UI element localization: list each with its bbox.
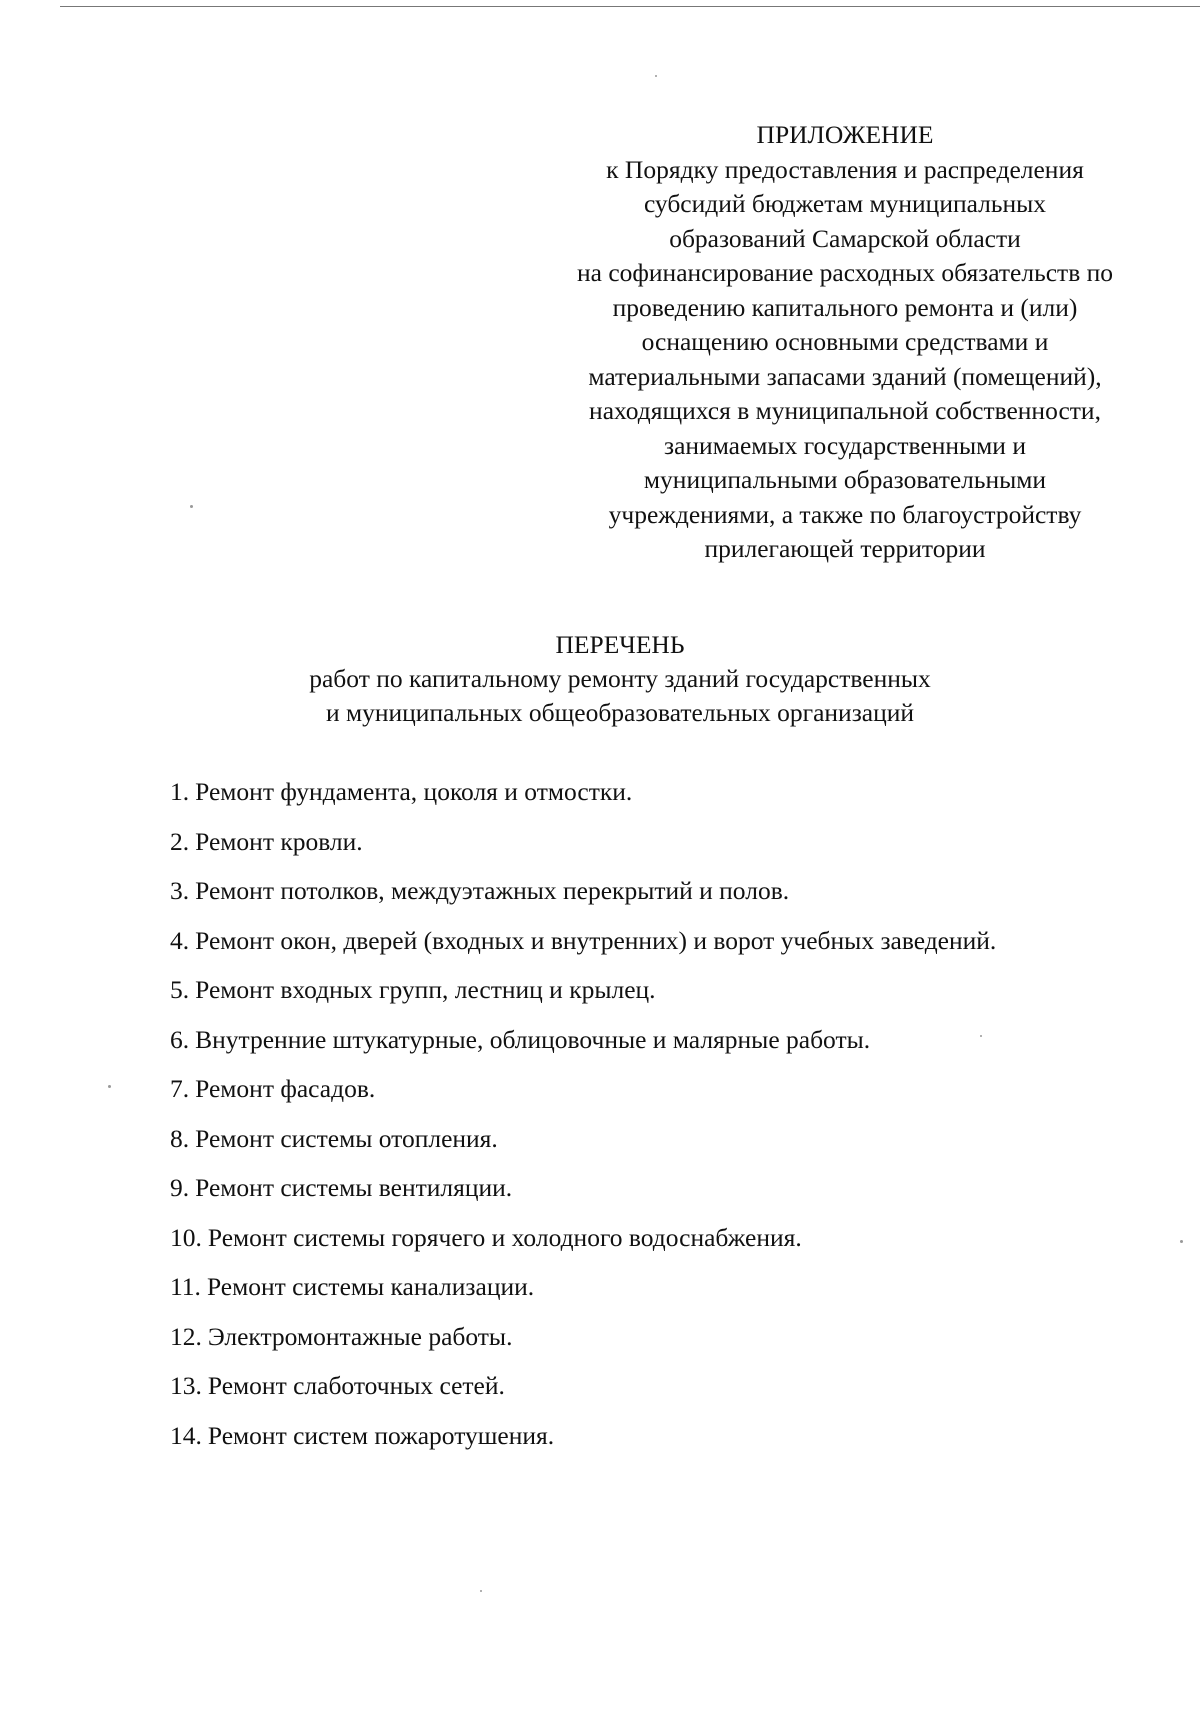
list-item: [170, 1023, 1170, 1073]
list-heading: ПЕРЕЧЕНЬ: [555, 630, 685, 659]
list-item: [170, 825, 1170, 875]
item-text: Ремонт фундамента, цоколя и отмостки.: [195, 777, 633, 806]
appendix-line: на софинансирование расходных обязательств по: [576, 258, 1114, 287]
item-number: 6.: [170, 1024, 190, 1054]
item-text: Ремонт окон, дверей (входных и внутренних) и ворот учебных заведений.: [195, 925, 997, 955]
appendix-line: проведению капитального ремонта и (или): [612, 292, 1078, 322]
list-subtitle-line: работ по капитальному ремонту зданий государственных: [309, 664, 931, 693]
item-text: Ремонт кровли.: [195, 826, 363, 856]
appendix-line: оснащению основными средствами и: [641, 327, 1049, 356]
item-text: Внутренние штукатурные, облицовочные и малярные работы.: [195, 1024, 871, 1054]
list-item: [170, 1221, 1170, 1271]
top-rule: [60, 6, 1200, 7]
item-number: 7.: [170, 1074, 190, 1103]
appendix-line: занимаемых государственными и: [664, 430, 1026, 460]
item-text: Ремонт потолков, междуэтажных перекрытий и полов.: [195, 876, 790, 905]
item-number: 9.: [170, 1173, 190, 1202]
item-number: 12.: [170, 1321, 202, 1351]
list-item: [170, 924, 1170, 974]
appendix-title: ПРИЛОЖЕНИЕ: [756, 120, 934, 149]
appendix-line: учреждениями, а также по благоустройству: [608, 499, 1082, 529]
item-text: Ремонт систем пожаротушения.: [207, 1420, 555, 1450]
item-number: 4.: [170, 925, 190, 955]
appendix-line: к Порядку предоставления и распределения: [606, 154, 1084, 184]
item-number: 5.: [170, 975, 190, 1004]
list-title-block: [170, 628, 1070, 730]
item-number: 1.: [170, 777, 190, 806]
scan-speck: [480, 1590, 482, 1592]
item-text: Ремонт слаботочных сетей.: [207, 1371, 505, 1400]
scan-speck: [190, 505, 193, 508]
item-text: Ремонт системы вентиляции.: [195, 1173, 513, 1202]
list-item: [170, 1072, 1170, 1122]
appendix-line: прилегающей территории: [704, 534, 986, 563]
work-list: [170, 775, 1170, 1468]
item-number: 10.: [170, 1222, 202, 1252]
item-text: Ремонт системы канализации.: [206, 1272, 535, 1301]
list-item: [170, 973, 1170, 1023]
list-item: [170, 1122, 1170, 1172]
item-text: Ремонт системы горячего и холодного водоснабжения.: [207, 1222, 802, 1252]
list-item: [170, 1369, 1170, 1419]
appendix-line: материальными запасами зданий (помещений),: [588, 361, 1102, 391]
appendix-line: находящихся в муниципальной собственности,: [589, 396, 1101, 425]
scan-speck: [980, 1035, 982, 1037]
appendix-line: муниципальными образовательными: [643, 465, 1047, 494]
item-number: 14.: [170, 1420, 202, 1450]
item-text: Ремонт фасадов.: [195, 1074, 376, 1103]
item-number: 13.: [170, 1371, 202, 1400]
list-item: [170, 874, 1170, 924]
scan-speck: [1180, 1240, 1183, 1243]
list-item: [170, 1171, 1170, 1221]
scan-speck: [108, 1085, 111, 1088]
item-number: 3.: [170, 876, 190, 905]
list-item: [170, 1320, 1170, 1370]
appendix-line: образований Самарской области: [669, 223, 1021, 253]
item-text: Ремонт системы отопления.: [195, 1123, 498, 1153]
item-text: Ремонт входных групп, лестниц и крылец.: [195, 975, 656, 1004]
item-text: Электромонтажные работы.: [207, 1321, 513, 1351]
list-subtitle-line: и муниципальных общеобразовательных организаций: [325, 698, 915, 727]
item-number: 8.: [170, 1123, 190, 1153]
appendix-line: субсидий бюджетам муниципальных: [643, 189, 1047, 218]
scan-speck: [655, 75, 657, 77]
item-number: 11.: [170, 1272, 201, 1301]
list-item: [170, 1419, 1170, 1469]
item-number: 2.: [170, 826, 190, 856]
appendix-block: [535, 118, 1155, 567]
list-item: [170, 1270, 1170, 1320]
list-item: [170, 775, 1170, 825]
